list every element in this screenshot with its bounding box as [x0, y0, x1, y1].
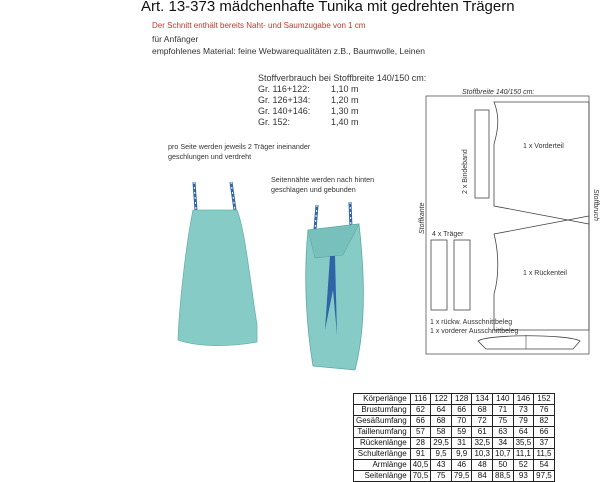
- back-piece-label: 1 x Rückenteil: [523, 270, 567, 277]
- table-cell: 134: [472, 394, 493, 405]
- table-cell: 57: [410, 427, 431, 438]
- table-cell: 82: [534, 416, 555, 427]
- selvage-label: Stoffkante: [419, 202, 426, 234]
- table-cell: 152: [534, 394, 555, 405]
- cutting-layout: [408, 84, 599, 360]
- table-row: [354, 471, 555, 482]
- row-label: Seitenlänge: [354, 471, 411, 482]
- fabric-amount: 1,30 m: [331, 106, 359, 116]
- fold-label: Stoffbruch: [592, 189, 599, 221]
- front-strap-left: [194, 182, 196, 210]
- table-cell: 68: [472, 405, 493, 416]
- tunic-back-illustration: [306, 202, 364, 370]
- table-cell: 116: [410, 394, 431, 405]
- table-cell: 28: [410, 438, 431, 449]
- row-label: Brustumfang: [354, 405, 411, 416]
- table-cell: 10,3: [472, 449, 493, 460]
- table-cell: 66: [451, 405, 472, 416]
- table-cell: 52: [513, 460, 534, 471]
- fabric-row: [258, 117, 359, 127]
- fabric-width-label: Stoffbreite 140/150 cm:: [462, 89, 535, 96]
- table-row: [354, 416, 555, 427]
- table-cell: 9,9: [451, 449, 472, 460]
- table-cell: 61: [472, 427, 493, 438]
- table-cell: 75: [493, 416, 514, 427]
- fabric-heading: Stoffverbrauch bei Stoffbreite 140/150 cm:: [258, 73, 427, 83]
- fabric-amount: 1,40 m: [331, 117, 359, 127]
- table-cell: 66: [410, 416, 431, 427]
- table-cell: 146: [513, 394, 534, 405]
- row-label: Rückenlänge: [354, 438, 411, 449]
- fabric-outline: [426, 96, 589, 354]
- table-cell: 97,5: [534, 471, 555, 482]
- fabric-size: Gr. 116+122:: [258, 84, 310, 94]
- front-strap-right: [231, 182, 235, 210]
- table-row: [354, 449, 555, 460]
- table-cell: 11,5: [534, 449, 555, 460]
- table-cell: 62: [410, 405, 431, 416]
- recommended-material: empfohlenes Material: feine Webwarequalitäten z.B., Baumwolle, Leinen: [152, 46, 425, 56]
- table-cell: 73: [513, 405, 534, 416]
- table-cell: 70,5: [410, 471, 431, 482]
- row-label: Taillenumfang: [354, 427, 411, 438]
- table-cell: 40,5: [410, 460, 431, 471]
- fabric-amount: 1,10 m: [331, 84, 359, 94]
- table-cell: 64: [431, 405, 452, 416]
- table-cell: 11,1: [513, 449, 534, 460]
- strap-piece: [454, 240, 470, 310]
- row-label: Armlänge: [354, 460, 411, 471]
- table-cell: 68: [431, 416, 452, 427]
- size-chart: [353, 393, 555, 482]
- back-strap-right: [350, 202, 351, 228]
- table-cell: 35,5: [513, 438, 534, 449]
- fabric-row: [258, 95, 359, 105]
- fabric-size: Gr. 140+146:: [258, 106, 311, 116]
- seam-allowance-note: Der Schnitt enthält bereits Naht- und Saumzugabe von 1 cm: [152, 21, 366, 30]
- row-label: Schulterlänge: [354, 449, 411, 460]
- fabric-row: [258, 106, 359, 116]
- strap-piece: [431, 240, 447, 310]
- garment-illustrations: [165, 170, 385, 380]
- fabric-size: Gr. 152:: [258, 117, 291, 127]
- front-piece-label: 1 x Vorderteil: [523, 143, 564, 150]
- fabric-row: [258, 84, 359, 94]
- straps-label: 4 x Träger: [432, 231, 464, 238]
- table-cell: 34: [493, 438, 514, 449]
- table-cell: 37: [534, 438, 555, 449]
- facing-piece: [478, 336, 580, 349]
- tunic-front-illustration: [178, 182, 257, 346]
- table-cell: 91: [410, 449, 431, 460]
- table-cell: 50: [493, 460, 514, 471]
- table-cell: 70: [451, 416, 472, 427]
- table-cell: 43: [431, 460, 452, 471]
- row-label: Körperlänge: [354, 394, 411, 405]
- side-seams-note: Seitennähte werden nach hinten geschlagen und gebunden: [271, 175, 375, 194]
- table-cell: 84: [472, 471, 493, 482]
- table-cell: 31: [451, 438, 472, 449]
- table-cell: 72: [472, 416, 493, 427]
- tie-band-piece: [475, 110, 489, 198]
- table-row: [354, 405, 555, 416]
- front-body: [178, 210, 257, 346]
- table-cell: 128: [451, 394, 472, 405]
- table-cell: 58: [431, 427, 452, 438]
- table-row: [354, 427, 555, 438]
- page-title: Art. 13-373 mädchenhafte Tunika mit gedrehten Trägern: [141, 0, 515, 15]
- fabric-size: Gr. 126+134:: [258, 95, 311, 105]
- table-cell: 32,5: [472, 438, 493, 449]
- table-cell: 9,5: [431, 449, 452, 460]
- front-piece: [494, 102, 589, 224]
- table-cell: 122: [431, 394, 452, 405]
- table-cell: 63: [493, 427, 514, 438]
- tie-band-label: 2 x Bindeband: [462, 149, 469, 194]
- table-cell: 46: [451, 460, 472, 471]
- table-cell: 64: [513, 427, 534, 438]
- table-row: [354, 460, 555, 471]
- back-facing-label: 1 x rückw. Ausschnittbeleg: [430, 319, 513, 326]
- row-label: Gesäßumfang: [354, 416, 411, 427]
- table-row: [354, 394, 555, 405]
- table-cell: 48: [472, 460, 493, 471]
- table-cell: 59: [451, 427, 472, 438]
- table-cell: 88,5: [493, 471, 514, 482]
- table-cell: 54: [534, 460, 555, 471]
- table-cell: 10,7: [493, 449, 514, 460]
- table-cell: 71: [493, 405, 514, 416]
- table-cell: 75: [431, 471, 452, 482]
- table-cell: 140: [493, 394, 514, 405]
- table-row: [354, 438, 555, 449]
- skill-level: für Anfänger: [152, 34, 199, 44]
- table-cell: 79: [513, 416, 534, 427]
- table-cell: 66: [534, 427, 555, 438]
- table-cell: 79,5: [451, 471, 472, 482]
- straps-note: pro Seite werden jeweils 2 Träger ineinander geschlungen und verdreht: [168, 142, 311, 161]
- table-cell: 29,5: [431, 438, 452, 449]
- table-cell: 76: [534, 405, 555, 416]
- front-facing-label: 1 x vorderer Ausschnittbeleg: [430, 328, 519, 335]
- table-cell: 93: [513, 471, 534, 482]
- fabric-amount: 1,20 m: [331, 95, 359, 105]
